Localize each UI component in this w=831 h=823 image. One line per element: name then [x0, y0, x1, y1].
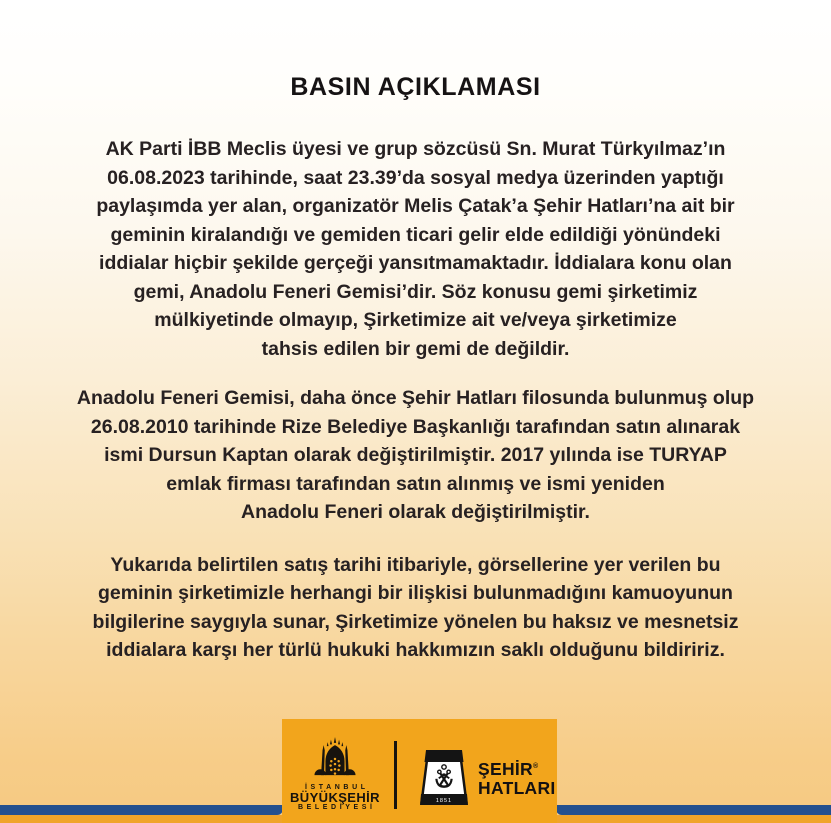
text-line: 06.08.2023 tarihinde, saat 23.39’da sosyal medya üzerinden yaptığı	[107, 166, 724, 189]
page-title: BASIN AÇIKLAMASI	[290, 73, 541, 101]
paragraph-2	[0, 384, 831, 527]
text-line: iddialar hiçbir şekilde gerçeği yansıtmamaktadır. İddialara konu olan	[99, 252, 732, 274]
text-line: emlak firması tarafından satın alınmış ve ismi yeniden	[166, 472, 665, 495]
ibb-logo	[287, 737, 383, 812]
text-line: iddialara karşı her türlü hukuki hakkımızın saklı olduğunu bildiririz.	[106, 639, 725, 661]
text-line: bilgilerine saygıyla sunar, Şirketimize yönelen bu haksız ve mesnetsiz	[92, 610, 739, 633]
paragraph-1	[0, 135, 831, 363]
text-line: Anadolu Feneri olarak değiştirilmiştir.	[241, 501, 590, 523]
sehir-hatlari-wordmark	[478, 757, 556, 799]
sehir-hatlari-line1: ŞEHİR	[478, 758, 533, 779]
bottom-blue-bar-left	[0, 805, 283, 815]
trademark-mark: ®	[532, 763, 539, 770]
ibb-text-istanbul: İSTANBUL	[304, 784, 369, 791]
ibb-text-belediyesi: BELEDİYESİ	[297, 804, 376, 811]
ferry-funnel-icon	[415, 750, 473, 805]
text-line: gemi, Anadolu Feneri Gemisi’dir. Söz konusu gemi şirketimiz	[133, 280, 698, 303]
text-line: Anadolu Feneri Gemisi, daha önce Şehir Hatları filosunda bulunmuş olup	[76, 387, 755, 409]
funnel-year-label: 1851	[435, 798, 453, 804]
text-line: tahsis edilen bir gemi de değildir.	[261, 337, 570, 360]
footer-logo-box	[282, 719, 557, 823]
text-line: geminin kiralandığı ve gemiden ticari gelir elde edildiği yönündeki	[110, 223, 721, 246]
text-line: ismi Dursun Kaptan olarak değiştirilmiştir. 2017 yılında ise TURYAP	[104, 444, 727, 466]
text-line: AK Parti İBB Meclis üyesi ve grup sözcüsü Sn. Murat Türkyılmaz’ın	[105, 138, 726, 160]
text-line: Yukarıda belirtilen satış tarihi itibariyle, görsellerine yer verilen bu	[110, 553, 721, 576]
text-line: 26.08.2010 tarihinde Rize Belediye Başkanlığı tarafından satın alınarak	[90, 415, 741, 438]
text-line: paylaşımda yer alan, organizatör Melis Çatak’a Şehir Hatları’na ait bir	[96, 195, 735, 217]
sehir-hatlari-line2: HATLARI	[478, 778, 556, 799]
ibb-mosque-icon	[311, 737, 359, 781]
ibb-text-buyuksehir: BÜYÜKŞEHİR	[290, 790, 380, 805]
text-line: geminin şirketimizle herhangi bir ilişkisi bulunmadığını kamuoyunun	[98, 582, 733, 604]
text-line: mülkiyetinde olmayıp, Şirketimize ait ve/veya şirketimize	[154, 309, 677, 331]
bottom-blue-bar-right	[556, 805, 831, 815]
paragraph-3	[0, 551, 831, 665]
logo-divider	[394, 741, 397, 809]
